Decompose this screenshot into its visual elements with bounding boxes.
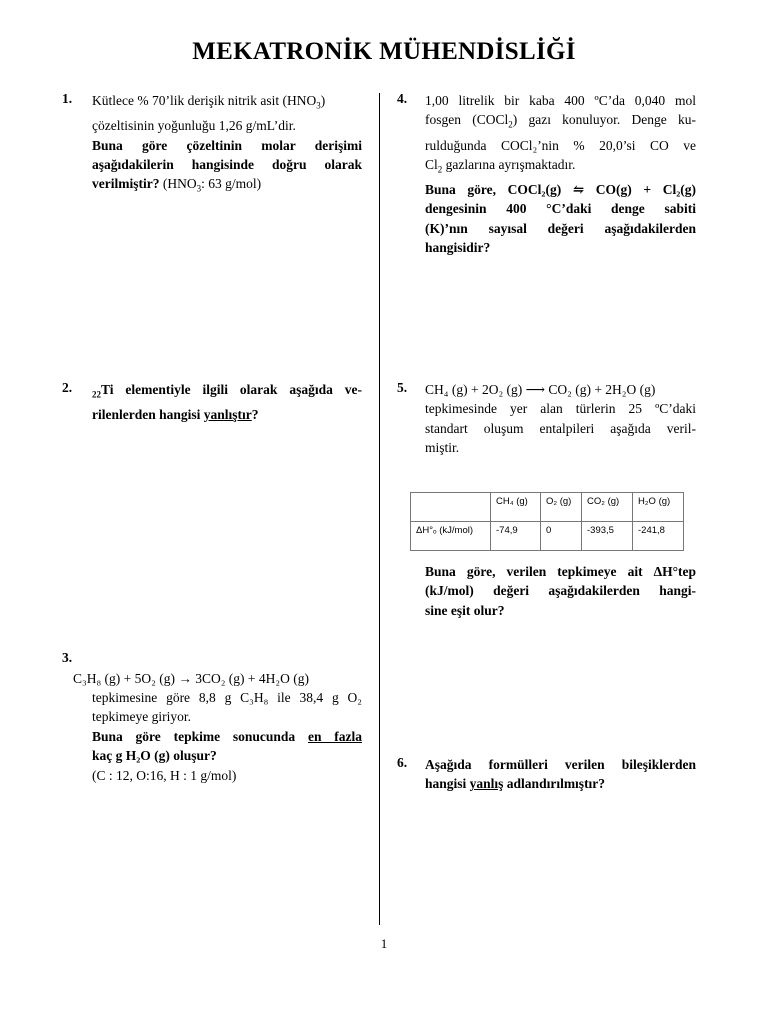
table-row-label: ΔH°ₒ (kJ/mol) bbox=[411, 522, 491, 551]
q3-line-2: tepkimeye giriyor. bbox=[92, 709, 191, 725]
q4-bold-3: (K)’nın sayısal değeri aşağıdakilerden bbox=[425, 220, 696, 236]
q4-bold-4: hangisidir? bbox=[425, 240, 491, 256]
q1-number: 1. bbox=[62, 91, 73, 106]
question-5-prompt bbox=[425, 562, 696, 620]
table-cell: -393,5 bbox=[582, 522, 633, 551]
q2-line-1: $_{22}$Ti elementiyle ilgili olarak aşağıda ve- bbox=[92, 382, 362, 400]
question-3 bbox=[73, 669, 362, 688]
q6-line-1: Aşağıda formülleri verilen bileşiklerden bbox=[425, 757, 696, 772]
q5-equation: CH₄ (g) + 2O₂ (g) ⟶ CO₂ (g) + 2H₂O (g) bbox=[425, 382, 656, 397]
table-header-cell: CH₄ (g) bbox=[491, 493, 541, 522]
table-header-cell bbox=[411, 493, 491, 522]
table-row bbox=[411, 522, 684, 551]
page-number: 1 bbox=[380, 936, 388, 951]
question-6 bbox=[425, 755, 696, 794]
q3-bold-2: kaç g H₂O (g) oluşur? bbox=[92, 748, 217, 764]
q1-bold-3: verilmiştir? ($HNO_3$: 63 g/mol) bbox=[92, 176, 262, 194]
q4-number: 4. bbox=[397, 91, 408, 106]
table-cell: 0 bbox=[541, 522, 582, 551]
q5-line-3: miştir. bbox=[425, 440, 460, 456]
q5-bold-3: sine eşit olur? bbox=[425, 602, 505, 618]
q3-equation: C₃H₈ (g) + 5O₂ (g) → 3CO₂ (g) + 4H₂O (g) bbox=[73, 671, 309, 686]
q2-number: 2. bbox=[62, 380, 73, 395]
table-cell: -74,9 bbox=[491, 522, 541, 551]
q3-number: 3. bbox=[62, 650, 73, 665]
column-divider bbox=[379, 93, 380, 925]
table-header-cell: H₂O (g) bbox=[633, 493, 684, 522]
q2-line-2: rilenlerden hangisi yanlıştır? bbox=[92, 407, 259, 423]
q4-line-3: rulduğunda COCl₂’nin % 20,0’si CO ve bbox=[425, 137, 696, 153]
q3-line-3: (C : 12, O:16, H : 1 g/mol) bbox=[92, 767, 237, 783]
q5-bold-2: (kJ/mol) değeri aşağıdakilerden hangi- bbox=[425, 583, 696, 599]
q4-bold-2: dengesinin 400 °C’daki denge sabiti bbox=[425, 201, 696, 217]
q5-number: 5. bbox=[397, 380, 408, 395]
q5-bold-1: Buna göre, verilen tepkimeye ait ΔH°tep bbox=[425, 564, 696, 579]
table-cell: -241,8 bbox=[633, 522, 684, 551]
q1-bold-1: Buna göre çözeltinin molar derişimi bbox=[92, 137, 362, 153]
q5-line-2: standart oluşum entalpileri aşağıda veril- bbox=[425, 420, 696, 436]
q6-line-2: hangisi yanlış adlandırılmıştır? bbox=[425, 776, 606, 792]
question-4 bbox=[425, 91, 696, 258]
q4-bold-1: Buna göre, COCl₂(g) ⇋ CO(g) + Cl₂(g) bbox=[425, 182, 696, 197]
q5-line-1: tepkimesinde yer alan türlerin 25 ºC’daki bbox=[425, 401, 696, 417]
table-header-cell: CO₂ (g) bbox=[582, 493, 633, 522]
q6-number: 6. bbox=[397, 755, 408, 770]
q1-line-2: çözeltisinin yoğunluğu 1,26 g/mL’dir. bbox=[92, 118, 296, 134]
question-3-body bbox=[92, 688, 362, 785]
question-1 bbox=[92, 91, 362, 199]
q4-line-1: 1,00 litrelik bir kaba 400 ºC’da 0,040 mol bbox=[425, 93, 696, 108]
q1-line-1: Kütlece % 70’lik derişik nitrik asit $(HNO_3)$ bbox=[92, 93, 326, 111]
q3-bold-1: Buna göre tepkime sonucunda en fazla bbox=[92, 728, 362, 744]
enthalpy-table bbox=[410, 492, 684, 551]
q4-line-2: fosgen (COCl$_2$) gazı konuluyor. Denge ku- bbox=[425, 112, 696, 131]
q1-bold-2: aşağıdakilerin hangisinde doğru olarak bbox=[92, 156, 362, 172]
question-5 bbox=[425, 380, 696, 458]
q3-line-1: tepkimesine göre 8,8 g C₃H₈ ile 38,4 g O₂ bbox=[92, 690, 362, 705]
q4-line-4: $Cl_2$ gazlarına ayrışmaktadır. bbox=[425, 156, 576, 175]
table-header-row bbox=[411, 493, 684, 522]
question-2 bbox=[92, 380, 362, 425]
table-header-cell: O₂ (g) bbox=[541, 493, 582, 522]
page-title: MEKATRONİK MÜHENDİSLİĞİ bbox=[192, 38, 576, 65]
